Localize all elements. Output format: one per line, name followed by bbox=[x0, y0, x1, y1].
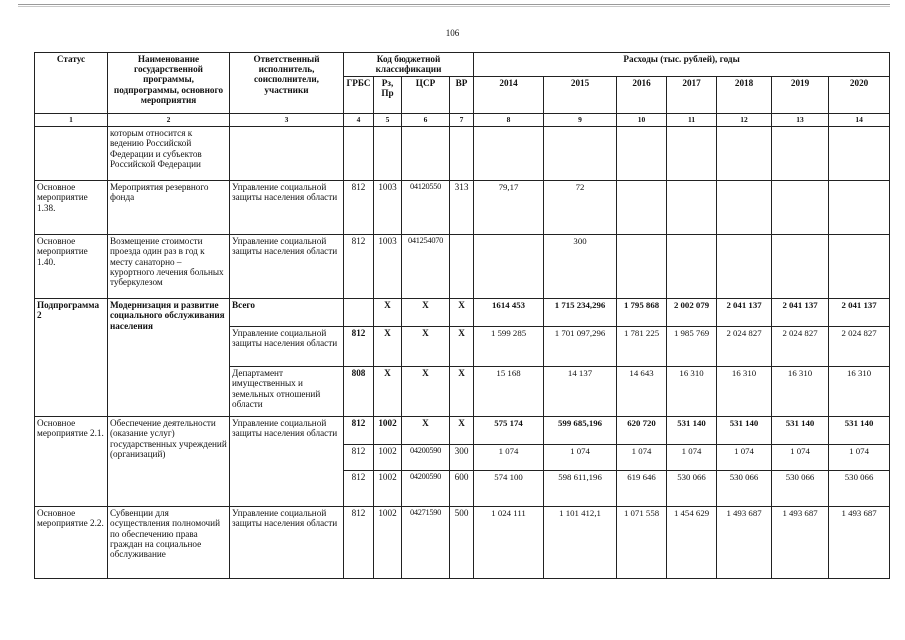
value-cell: 530 066 bbox=[717, 471, 772, 507]
header-expenses: Расходы (тыс. рублей), годы bbox=[474, 53, 890, 77]
column-number: 7 bbox=[450, 114, 474, 127]
column-number: 13 bbox=[772, 114, 829, 127]
value-cell: 1 715 234,296 bbox=[544, 299, 617, 327]
name-cell: Модернизация и развитие социального обслуживания населения bbox=[108, 299, 230, 417]
grbs-cell: 812 bbox=[344, 445, 374, 471]
value-cell: 1 074 bbox=[474, 445, 544, 471]
header-budget-code: Код бюджетной классификации bbox=[344, 53, 474, 77]
value-cell: 2 041 137 bbox=[717, 299, 772, 327]
vr-cell: 300 bbox=[450, 445, 474, 471]
rzpr-cell: 1003 bbox=[374, 235, 402, 299]
value-cell: 16 310 bbox=[829, 367, 890, 417]
vr-cell: X bbox=[450, 367, 474, 417]
value-cell: 2 024 827 bbox=[829, 327, 890, 367]
table-row bbox=[35, 507, 890, 579]
value-cell bbox=[474, 235, 544, 299]
header-year: 2018 bbox=[717, 77, 772, 114]
table-row bbox=[35, 127, 890, 181]
vr-cell: 600 bbox=[450, 471, 474, 507]
value-cell bbox=[772, 181, 829, 235]
value-cell: 1614 453 bbox=[474, 299, 544, 327]
status-cell: Основное мероприятие 2.1. bbox=[35, 417, 108, 507]
table-row bbox=[35, 417, 890, 445]
header-year: 2014 bbox=[474, 77, 544, 114]
csr-cell: 041254070 bbox=[402, 235, 450, 299]
name-cell: Субвенции для осуществления полномочий по обеспечению права граждан на социальное обслуживание bbox=[108, 507, 230, 579]
value-cell bbox=[829, 181, 890, 235]
column-number: 10 bbox=[617, 114, 667, 127]
value-cell: 16 310 bbox=[717, 367, 772, 417]
value-cell: 1 074 bbox=[544, 445, 617, 471]
grbs-cell: 808 bbox=[344, 367, 374, 417]
csr-cell: 04200590 bbox=[402, 445, 450, 471]
table-row bbox=[35, 235, 890, 299]
table-row bbox=[35, 299, 890, 327]
value-cell bbox=[717, 181, 772, 235]
header-status: Статус bbox=[35, 53, 108, 114]
column-number: 1 bbox=[35, 114, 108, 127]
value-cell: 1 701 097,296 bbox=[544, 327, 617, 367]
value-cell bbox=[717, 235, 772, 299]
executor-cell: Управление социальной защиты населения области bbox=[230, 327, 344, 367]
value-cell: 530 066 bbox=[829, 471, 890, 507]
value-cell: 2 024 827 bbox=[717, 327, 772, 367]
column-number: 4 bbox=[344, 114, 374, 127]
rzpr-cell: 1002 bbox=[374, 417, 402, 445]
grbs-cell: 812 bbox=[344, 471, 374, 507]
vr-cell: 313 bbox=[450, 181, 474, 235]
name-cell: которым относится к ведению Российской Федерации и субъектов Российской Федерации bbox=[108, 127, 230, 181]
value-cell: 1 985 769 bbox=[667, 327, 717, 367]
value-cell: 14 643 bbox=[617, 367, 667, 417]
column-number: 11 bbox=[667, 114, 717, 127]
column-number: 12 bbox=[717, 114, 772, 127]
value-cell: 16 310 bbox=[772, 367, 829, 417]
value-cell: 574 100 bbox=[474, 471, 544, 507]
scan-edge-line bbox=[18, 4, 890, 5]
value-cell: 599 685,196 bbox=[544, 417, 617, 445]
scan-edge-line bbox=[18, 6, 890, 7]
value-cell: 300 bbox=[544, 235, 617, 299]
column-number: 5 bbox=[374, 114, 402, 127]
value-cell: 16 310 bbox=[667, 367, 717, 417]
value-cell: 1 795 868 bbox=[617, 299, 667, 327]
vr-cell: 500 bbox=[450, 507, 474, 579]
csr-cell: X bbox=[402, 367, 450, 417]
vr-cell: X bbox=[450, 299, 474, 327]
value-cell: 1 493 687 bbox=[829, 507, 890, 579]
header-vr: ВР bbox=[450, 77, 474, 114]
header-year: 2017 bbox=[667, 77, 717, 114]
value-cell: 1 493 687 bbox=[717, 507, 772, 579]
rzpr-cell: X bbox=[374, 367, 402, 417]
vr-cell: X bbox=[450, 417, 474, 445]
value-cell: 1 074 bbox=[617, 445, 667, 471]
value-cell: 1 101 412,1 bbox=[544, 507, 617, 579]
value-cell: 2 024 827 bbox=[772, 327, 829, 367]
status-cell bbox=[35, 127, 108, 181]
csr-cell: 04271590 bbox=[402, 507, 450, 579]
value-cell bbox=[772, 235, 829, 299]
grbs-cell: 812 bbox=[344, 181, 374, 235]
value-cell: 1 074 bbox=[667, 445, 717, 471]
rzpr-cell: 1002 bbox=[374, 445, 402, 471]
rzpr-cell: X bbox=[374, 327, 402, 367]
value-cell bbox=[667, 235, 717, 299]
vr-cell: X bbox=[450, 327, 474, 367]
value-cell: 1 454 629 bbox=[667, 507, 717, 579]
value-cell: 1 024 111 bbox=[474, 507, 544, 579]
value-cell: 619 646 bbox=[617, 471, 667, 507]
value-cell: 2 002 079 bbox=[667, 299, 717, 327]
grbs-cell: 812 bbox=[344, 327, 374, 367]
grbs-cell bbox=[344, 299, 374, 327]
header-rzpr: Рз, Пр bbox=[374, 77, 402, 114]
header-row bbox=[35, 53, 890, 77]
value-cell: 79,17 bbox=[474, 181, 544, 235]
column-number-row bbox=[35, 114, 890, 127]
value-cell: 620 720 bbox=[617, 417, 667, 445]
name-cell: Обеспечение деятельности (оказание услуг) государственных учреждений (организаций) bbox=[108, 417, 230, 507]
column-number: 2 bbox=[108, 114, 230, 127]
rzpr-cell: 1003 bbox=[374, 181, 402, 235]
status-cell: Основное мероприятие 1.38. bbox=[35, 181, 108, 235]
value-cell: 531 140 bbox=[667, 417, 717, 445]
header-name: Наименование государственной программы, подпрограммы, основного мероприятия bbox=[108, 53, 230, 114]
budget-table bbox=[34, 52, 890, 579]
value-cell: 1 493 687 bbox=[772, 507, 829, 579]
csr-cell: X bbox=[402, 327, 450, 367]
value-cell: 598 611,196 bbox=[544, 471, 617, 507]
value-cell: 14 137 bbox=[544, 367, 617, 417]
rzpr-cell: 1002 bbox=[374, 471, 402, 507]
value-cell: 530 066 bbox=[667, 471, 717, 507]
executor-cell: Управление социальной защиты населения области bbox=[230, 507, 344, 579]
name-cell: Мероприятия резервного фонда bbox=[108, 181, 230, 235]
csr-cell: X bbox=[402, 299, 450, 327]
status-cell: Подпрограмма 2 bbox=[35, 299, 108, 417]
value-cell: 1 074 bbox=[717, 445, 772, 471]
page-number: 106 bbox=[445, 28, 460, 38]
column-number: 8 bbox=[474, 114, 544, 127]
csr-cell: X bbox=[402, 417, 450, 445]
value-cell: 531 140 bbox=[772, 417, 829, 445]
value-cell bbox=[617, 181, 667, 235]
value-cell bbox=[667, 181, 717, 235]
value-cell: 530 066 bbox=[772, 471, 829, 507]
table-row bbox=[35, 181, 890, 235]
column-number: 14 bbox=[829, 114, 890, 127]
value-cell: 575 174 bbox=[474, 417, 544, 445]
value-cell bbox=[829, 235, 890, 299]
vr-cell bbox=[450, 235, 474, 299]
executor-cell: Управление социальной защиты населения области bbox=[230, 181, 344, 235]
header-year: 2019 bbox=[772, 77, 829, 114]
value-cell: 72 bbox=[544, 181, 617, 235]
header-executor: Ответственный исполнитель, соисполнители, участники bbox=[230, 53, 344, 114]
csr-cell: 04120550 bbox=[402, 181, 450, 235]
column-number: 6 bbox=[402, 114, 450, 127]
executor-cell bbox=[230, 127, 344, 181]
header-year: 2015 bbox=[544, 77, 617, 114]
value-cell: 1 599 285 bbox=[474, 327, 544, 367]
value-cell: 531 140 bbox=[829, 417, 890, 445]
executor-cell: Управление социальной защиты населения области bbox=[230, 417, 344, 507]
grbs-cell: 812 bbox=[344, 235, 374, 299]
rzpr-cell: X bbox=[374, 299, 402, 327]
column-number: 3 bbox=[230, 114, 344, 127]
grbs-cell: 812 bbox=[344, 417, 374, 445]
executor-cell: Всего bbox=[230, 299, 344, 327]
header-year: 2020 bbox=[829, 77, 890, 114]
rzpr-cell: 1002 bbox=[374, 507, 402, 579]
header-grbs: ГРБС bbox=[344, 77, 374, 114]
value-cell: 531 140 bbox=[717, 417, 772, 445]
value-cell: 1 071 558 bbox=[617, 507, 667, 579]
value-cell: 2 041 137 bbox=[772, 299, 829, 327]
status-cell: Основное мероприятие 1.40. bbox=[35, 235, 108, 299]
status-cell: Основное мероприятие 2.2. bbox=[35, 507, 108, 579]
csr-cell: 04200590 bbox=[402, 471, 450, 507]
value-cell: 15 168 bbox=[474, 367, 544, 417]
executor-cell: Департамент имущественных и земельных отношений области bbox=[230, 367, 344, 417]
name-cell: Возмещение стоимости проезда один раз в год к месту санаторно – курортного лечения больных туберкулезом bbox=[108, 235, 230, 299]
value-cell: 1 074 bbox=[772, 445, 829, 471]
header-csr: ЦСР bbox=[402, 77, 450, 114]
column-number: 9 bbox=[544, 114, 617, 127]
value-cell bbox=[617, 235, 667, 299]
value-cell: 2 041 137 bbox=[829, 299, 890, 327]
header-year: 2016 bbox=[617, 77, 667, 114]
value-cell: 1 074 bbox=[829, 445, 890, 471]
executor-cell: Управление социальной защиты населения области bbox=[230, 235, 344, 299]
grbs-cell: 812 bbox=[344, 507, 374, 579]
value-cell: 1 781 225 bbox=[617, 327, 667, 367]
